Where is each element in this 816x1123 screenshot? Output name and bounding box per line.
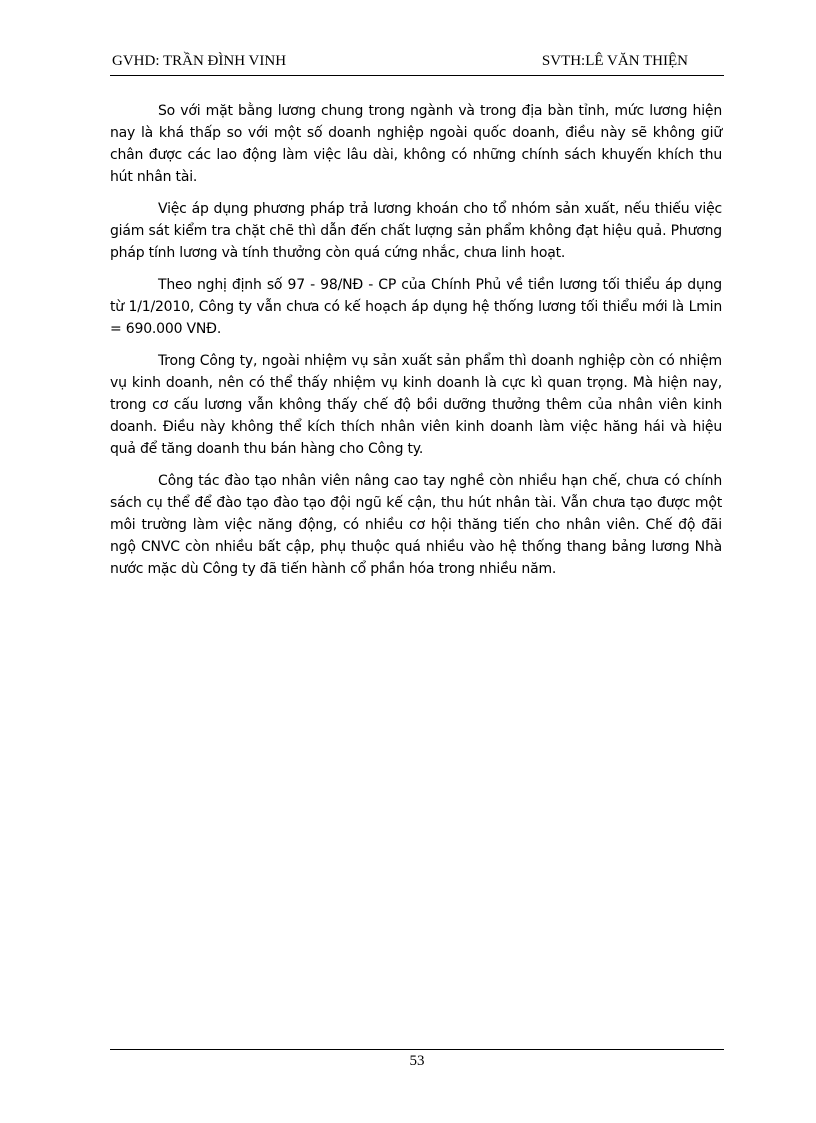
page-number: 53 [409,1053,425,1069]
document-body [110,100,722,590]
paragraph-business-staff: Trong Công ty, ngoài nhiệm vụ sản xuất sản phẩm thì doanh nghiệp còn có nhiệm vụ kinh doanh, nên có thể thấy nhiệm vụ kinh doanh là cực kì quan trọng. Mà hiện nay, trong cơ cấu lương vẫn không thấy chế độ bồi dưỡng thưởng thêm của nhân viên kinh doanh. Điều này không thể kích thích nhân viên kinh doanh làm việc hăng hái và hiệu quả để tăng doanh thu bán hàng cho Công ty. [110,353,722,457]
paragraph-piece-rate: Việc áp dụng phương pháp trả lương khoán cho tổ nhóm sản xuất, nếu thiếu việc giám sát kiểm tra chặt chẽ thì dẫn đến chất lượng sản phẩm không đạt hiệu quả. Phương pháp tính lương và tính thưởng còn quá cứng nhắc, chưa linh hoạt. [110,201,722,261]
paragraph-training: Công tác đào tạo nhân viên nâng cao tay nghề còn nhiều hạn chế, chưa có chính sách cụ thể để đào tạo đào tạo đội ngũ kế cận, thu hút nhân tài. Vẫn chưa tạo được một môi trường làm việc năng động, có nhiều cơ hội thăng tiến cho nhân viên. Chế độ đãi ngộ CNVC còn nhiều bất cập, phụ thuộc quá nhiều vào hệ thống thang bảng lương Nhà nước mặc dù Công ty đã tiến hành cổ phần hóa trong nhiều năm. [110,473,722,577]
footer-divider [110,1049,724,1050]
instructor-name: GVHD: TRẦN ĐÌNH VINH [112,53,287,69]
page-header [110,51,724,76]
paragraph-minimum-wage: Theo nghị định số 97 - 98/NĐ - CP của Chính Phủ về tiền lương tối thiểu áp dụng từ 1/1/2010, Công ty vẫn chưa có kế hoạch áp dụng hệ thống lương tối thiểu mới là Lmin = 690.000 VNĐ. [110,277,722,337]
student-name: SVTH:LÊ VĂN THIỆN [541,53,688,69]
paragraph-salary-level: So với mặt bằng lương chung trong ngành và trong địa bàn tỉnh, mức lương hiện nay là khá thấp so với một số doanh nghiệp ngoài quốc doanh, điều này sẽ không giữ chân được các lao động làm việc lâu dài, không có những chính sách khuyến khích thu hút nhân tài. [110,103,722,185]
